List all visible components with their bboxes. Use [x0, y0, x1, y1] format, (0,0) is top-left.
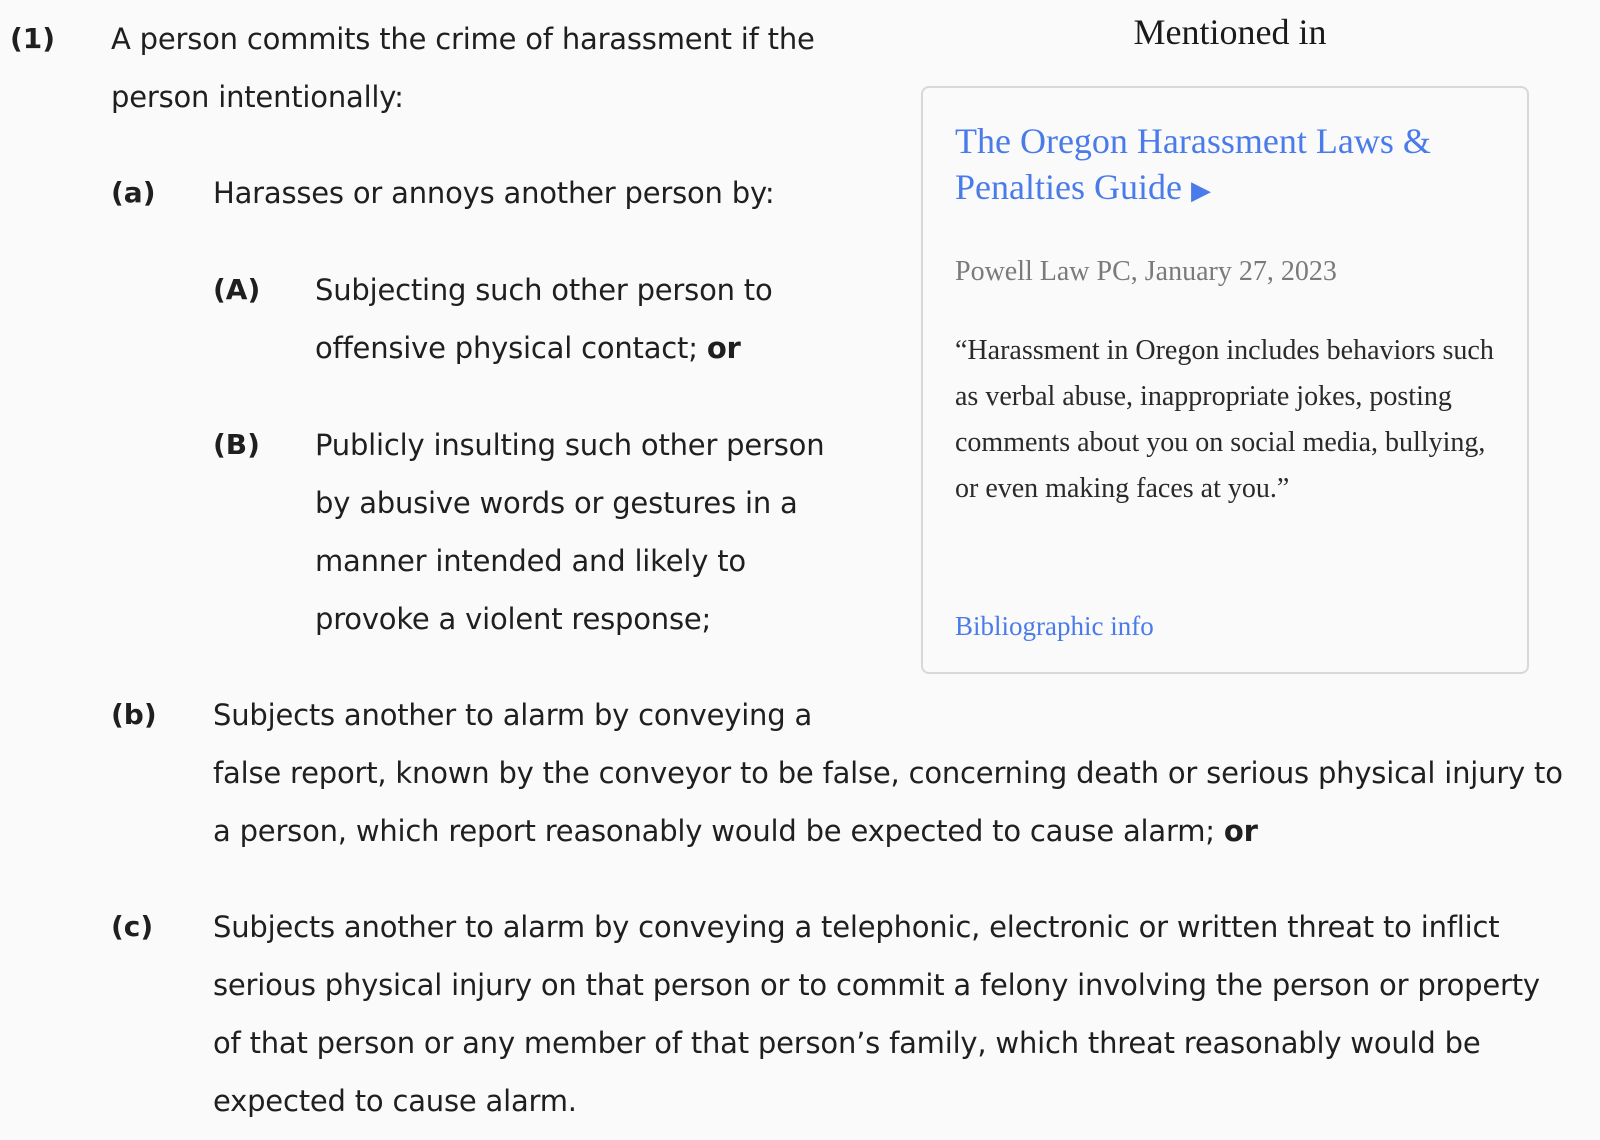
card-title-link[interactable]	[955, 118, 1500, 214]
paragraph-b-text: a person, which report reasonably would be expected to cause alarm;	[213, 814, 1215, 848]
card-quote: “Harassment in Oregon includes behaviors such as verbal abuse, inappropriate jokes, posting comments about you on social media, bullying, or even making faces at you.”	[955, 335, 1494, 504]
paragraph-b-text-line1: Subjects another to alarm by conveying a	[213, 698, 813, 732]
subparagraph-B-text-line2: by abusive words or gestures in a	[315, 486, 798, 520]
play-arrow-icon[interactable]: ▶	[1190, 176, 1211, 205]
paragraph-c-number: (c)	[111, 910, 154, 943]
paragraph-c-text-line3: of that person or any member of that person’s family, which threat reasonably would be	[213, 1026, 1481, 1060]
subsection-1-text-line2: person intentionally:	[111, 80, 404, 114]
bibliographic-info-link[interactable]: Bibliographic info	[955, 611, 1154, 641]
subparagraph-B-text-line4: provoke a violent response;	[315, 602, 712, 636]
mentioned-in-card	[921, 86, 1529, 674]
subparagraph-A-number: (A)	[213, 273, 261, 306]
subsection-1-text-line1: A person commits the crime of harassment if the	[111, 22, 815, 56]
subparagraph-A-text-line1: Subjecting such other person to	[315, 273, 773, 307]
paragraph-b-text-line2: false report, known by the conveyor to be false, concerning death or serious physical injury to	[213, 756, 1563, 790]
subparagraph-A-text-line2	[315, 319, 741, 377]
paragraph-c-text-line2: serious physical injury on that person or to commit a felony involving the person or property	[213, 968, 1540, 1002]
conjunction-or: or	[1223, 814, 1258, 848]
subsection-1-number: (1)	[10, 22, 56, 55]
subparagraph-A-text: offensive physical contact;	[315, 331, 698, 365]
conjunction-or: or	[706, 331, 741, 365]
subparagraph-B-number: (B)	[213, 428, 260, 461]
paragraph-a-text: Harasses or annoys another person by:	[213, 176, 775, 210]
card-title-text[interactable]: The Oregon Harassment Laws & Penalties Guide	[955, 121, 1431, 207]
paragraph-b-text-line3	[213, 802, 1258, 860]
subparagraph-B-text-line3: manner intended and likely to	[315, 544, 746, 578]
paragraph-c-text-line1: Subjects another to alarm by conveying a telephonic, electronic or written threat to inflict	[213, 910, 1500, 944]
mentioned-in-heading: Mentioned in	[1133, 12, 1327, 52]
paragraph-b-number: (b)	[111, 698, 157, 731]
paragraph-a-number: (a)	[111, 176, 156, 209]
subparagraph-B-text-line1: Publicly insulting such other person	[315, 428, 825, 462]
paragraph-c-text-line4: expected to cause alarm.	[213, 1084, 577, 1118]
card-source-date: Powell Law PC, January 27, 2023	[955, 256, 1337, 287]
